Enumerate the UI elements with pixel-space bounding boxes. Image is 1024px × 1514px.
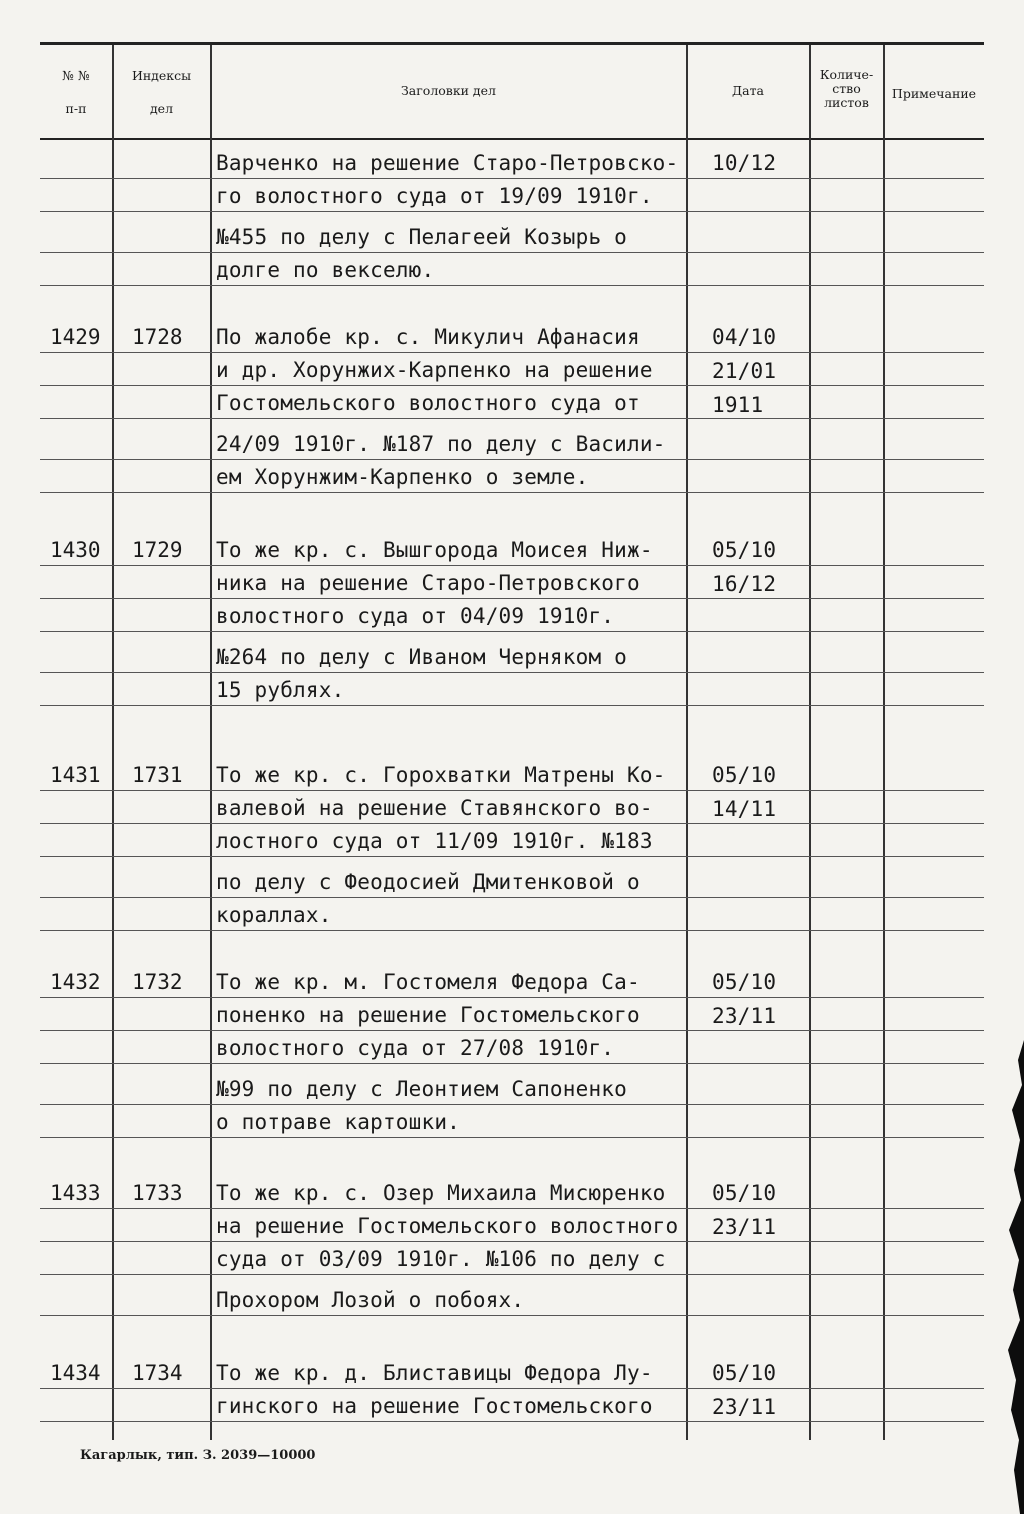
ruled-line xyxy=(40,565,984,566)
ruled-line xyxy=(40,1421,984,1422)
ruled-line xyxy=(40,705,984,706)
entry-title-line: По жалобе кр. с. Микулич Афанасия xyxy=(216,325,640,349)
entry-title-line: по делу с Феодосией Дмитенковой о xyxy=(216,870,640,894)
header-number-label: № № xyxy=(62,68,90,83)
ruled-line xyxy=(40,1388,984,1389)
ruled-line xyxy=(40,1241,984,1242)
ruled-line xyxy=(40,252,984,253)
entry-title-line: То же кр. с. Вышгорода Моисея Ниж- xyxy=(216,538,653,562)
column-divider xyxy=(210,45,212,1440)
entry-title-line: То же кр. с. Горохватки Матрены Ко- xyxy=(216,763,666,787)
entry-title-line: лостного суда от 11/09 1910г. №183 xyxy=(216,829,653,853)
entry-title-line: поненко на решение Гостомельского xyxy=(216,1003,640,1027)
entry-date: 05/10 xyxy=(712,1181,777,1205)
header-index xyxy=(113,68,210,116)
entry-title-line: о потраве картошки. xyxy=(216,1110,461,1134)
entry-title-line: долге по векселю. xyxy=(216,258,435,282)
entry-title-line: То же кр. м. Гостомеля Федора Са- xyxy=(216,970,640,994)
column-divider xyxy=(883,45,885,1440)
entry-date: 05/10 xyxy=(712,970,777,994)
column-divider xyxy=(112,45,114,1440)
ruled-line xyxy=(40,492,984,493)
header-number xyxy=(40,68,112,116)
entry-date: 10/12 xyxy=(712,151,777,175)
entry-date: 21/01 xyxy=(712,359,777,383)
entry-date: 23/11 xyxy=(712,1215,777,1239)
entry-number: 1433 xyxy=(50,1181,101,1205)
ruled-line xyxy=(40,598,984,599)
entry-index: 1734 xyxy=(132,1361,183,1385)
ruled-line xyxy=(40,897,984,898)
entry-number: 1430 xyxy=(50,538,101,562)
entry-title-line: на решение Гостомельского волостного xyxy=(216,1214,679,1238)
entry-title-line: №455 по делу с Пелагеей Козырь о xyxy=(216,225,627,249)
ruled-line xyxy=(40,1104,984,1105)
entry-title-line: Прохором Лозой о побоях. xyxy=(216,1288,525,1312)
entry-number: 1432 xyxy=(50,970,101,994)
entry-index: 1728 xyxy=(132,325,183,349)
ruled-line xyxy=(40,285,984,286)
entry-title-line: суда от 03/09 1910г. №106 по делу с xyxy=(216,1247,666,1271)
ruled-line xyxy=(40,385,984,386)
header-date: Дата xyxy=(732,83,764,98)
header-index-label: Индексы xyxy=(131,68,192,83)
ruled-line xyxy=(40,1208,984,1209)
entry-title-line: ника на решение Старо-Петровского xyxy=(216,571,640,595)
printer-imprint: Кагарлык, тип. З. 2039—10000 xyxy=(80,1448,316,1463)
ruled-line xyxy=(40,1137,984,1138)
entry-title-line: волостного суда от 04/09 1910г. xyxy=(216,604,615,628)
column-divider xyxy=(809,45,811,1440)
entry-title-line: го волостного суда от 19/09 1910г. xyxy=(216,184,653,208)
entry-title-line: Гостомельского волостного суда от xyxy=(216,391,640,415)
header-title: Заголовки дел xyxy=(401,83,496,98)
entry-title-line: ем Хорунжим-Карпенко о земле. xyxy=(216,465,589,489)
header-bottom-rule xyxy=(40,138,984,140)
header-index-sub: дел xyxy=(149,101,174,116)
entry-title-line: №264 по делу с Иваном Черняком о xyxy=(216,645,627,669)
entry-title-line: 24/09 1910г. №187 по делу с Васили- xyxy=(216,432,666,456)
entry-index: 1732 xyxy=(132,970,183,994)
ruled-line xyxy=(40,1030,984,1031)
header-sheets: Количе- ство листов xyxy=(819,67,874,110)
entry-title-line: №99 по делу с Леонтием Сапоненко xyxy=(216,1077,627,1101)
entry-index: 1731 xyxy=(132,763,183,787)
entry-number: 1429 xyxy=(50,325,101,349)
ruled-line xyxy=(40,418,984,419)
ruled-line xyxy=(40,1274,984,1275)
entry-date: 05/10 xyxy=(712,538,777,562)
entry-title-line: волостного суда от 27/08 1910г. xyxy=(216,1036,615,1060)
entry-date: 05/10 xyxy=(712,1361,777,1385)
entry-number: 1434 xyxy=(50,1361,101,1385)
ruled-line xyxy=(40,790,984,791)
entry-index: 1733 xyxy=(132,1181,183,1205)
entry-date: 14/11 xyxy=(712,797,777,821)
ruled-line xyxy=(40,856,984,857)
entry-title-line: кораллах. xyxy=(216,903,332,927)
entry-title-line: валевой на решение Ставянского во- xyxy=(216,796,653,820)
entry-date: 16/12 xyxy=(712,572,777,596)
ruled-line xyxy=(40,352,984,353)
entry-date: 05/10 xyxy=(712,763,777,787)
ruled-line xyxy=(40,178,984,179)
header-top-rule xyxy=(40,42,984,45)
header-note: Примечание xyxy=(891,86,977,101)
torn-edge xyxy=(994,1040,1024,1514)
entry-number: 1431 xyxy=(50,763,101,787)
entry-title-line: То же кр. д. Блиставицы Федора Лу- xyxy=(216,1361,653,1385)
entry-title-line: 15 рублях. xyxy=(216,678,345,702)
entry-title-line: гинского на решение Гостомельского xyxy=(216,1394,653,1418)
entry-date: 04/10 xyxy=(712,325,777,349)
ruled-line xyxy=(40,1063,984,1064)
entry-index: 1729 xyxy=(132,538,183,562)
entry-date: 23/11 xyxy=(712,1004,777,1028)
entry-title-line: и др. Хорунжих-Карпенко на решение xyxy=(216,358,653,382)
header-number-sub: п-п xyxy=(65,101,87,116)
column-divider xyxy=(686,45,688,1440)
ruled-line xyxy=(40,211,984,212)
ruled-line xyxy=(40,997,984,998)
ruled-line xyxy=(40,459,984,460)
ruled-line xyxy=(40,823,984,824)
ruled-line xyxy=(40,672,984,673)
ruled-line xyxy=(40,1315,984,1316)
entry-date: 1911 xyxy=(712,393,764,417)
entry-title-line: Варченко на решение Старо-Петровско- xyxy=(216,151,679,175)
ruled-line xyxy=(40,631,984,632)
ruled-line xyxy=(40,930,984,931)
entry-date: 23/11 xyxy=(712,1395,777,1419)
entry-title-line: То же кр. с. Озер Михаила Мисюренко xyxy=(216,1181,666,1205)
